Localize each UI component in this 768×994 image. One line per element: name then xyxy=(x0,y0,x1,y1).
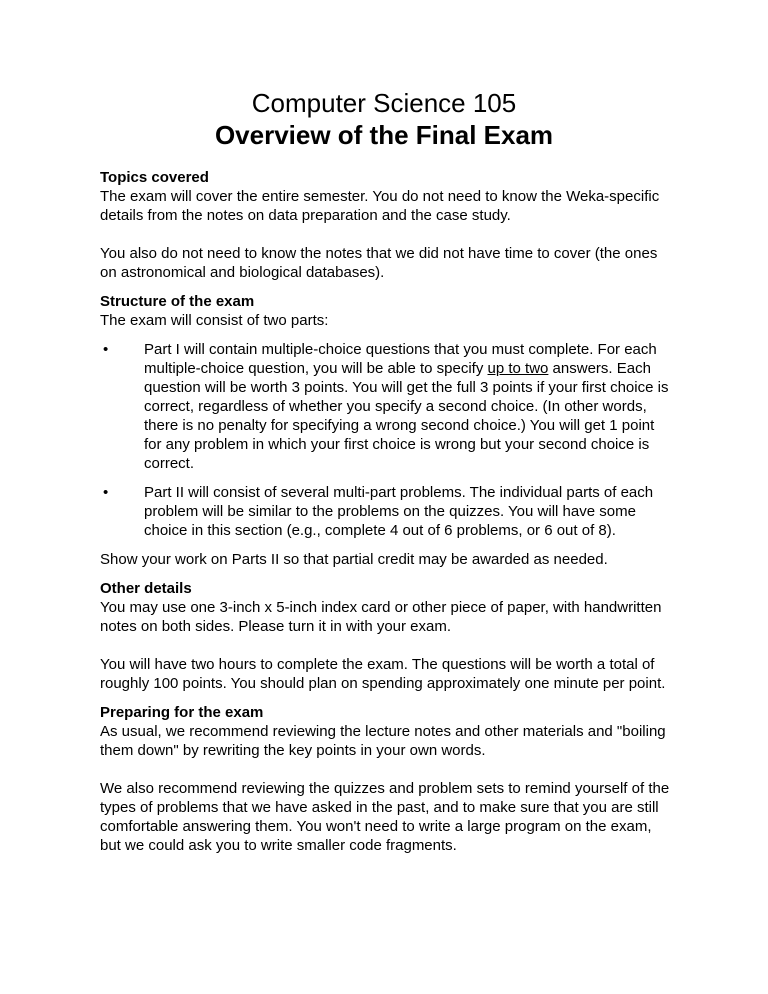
topics-heading: Topics covered xyxy=(100,169,209,186)
other-details-paragraph-2: You will have two hours to complete the exam. The questions will be worth a total of roughly 100 points. You should plan on spending approximately one minute per point. xyxy=(100,656,666,692)
structure-bullet-list xyxy=(100,340,675,540)
course-title: Computer Science 105 xyxy=(251,88,517,118)
bullet-icon: • xyxy=(103,484,109,501)
bullet-part-two xyxy=(100,483,675,540)
document-title: Overview of the Final Exam xyxy=(214,120,554,150)
show-work-note: Show your work on Parts II so that partial credit may be awarded as needed. xyxy=(100,551,608,568)
preparing-paragraph-2: We also recommend reviewing the quizzes and problem sets to remind yourself of the types of problems that we have asked in the past, and to make sure that you are still comfortable answering them. You won't need to write a large program on the exam, but we could ask you to write smaller code fragments. xyxy=(100,780,670,854)
bullet-part-one-text-start: Part I will contain multiple-choice questions that you must complete. For each multiple-choice question, you will be able to specify xyxy=(144,341,657,377)
topics-paragraph-2: You also do not need to know the notes that we did not have time to cover (the ones on astronomical and biological databases). xyxy=(100,245,658,281)
preparing-paragraph-1: As usual, we recommend reviewing the lecture notes and other materials and "boiling them down" by rewriting the key points in your own words. xyxy=(100,723,666,759)
other-details-heading: Other details xyxy=(100,580,192,597)
preparing-heading: Preparing for the exam xyxy=(100,704,264,721)
bullet-part-one-underlined: up to two xyxy=(487,360,549,377)
bullet-icon: • xyxy=(103,341,109,358)
bullet-part-two-text: Part II will consist of several multi-part problems. The individual parts of each problem will be similar to the problems on the quizzes. You will have some choice in this section (e.g., complete 4 out of 6 problems, or 6 out of 8). xyxy=(144,484,654,539)
structure-intro: The exam will consist of two parts: xyxy=(100,312,329,329)
document-body xyxy=(100,168,675,855)
bullet-part-one xyxy=(100,340,675,473)
topics-paragraph-1: The exam will cover the entire semester. You do not need to know the Weka-specific details from the notes on data preparation and the case study. xyxy=(100,188,660,224)
bullet-part-one-text-end: answers. Each question will be worth 3 points. You will get the full 3 points if your first choice is correct, regardless of whether you specify a second choice. (In other words, there is no penalty for specifying a wrong second choice.) You will get 1 point for any problem in which your first choice is wrong but your second choice is correct. xyxy=(144,360,669,472)
structure-heading: Structure of the exam xyxy=(100,293,255,310)
title-block xyxy=(0,87,768,151)
other-details-paragraph-1: You may use one 3-inch x 5-inch index card or other piece of paper, with handwritten notes on both sides. Please turn it in with your exam. xyxy=(100,599,662,635)
